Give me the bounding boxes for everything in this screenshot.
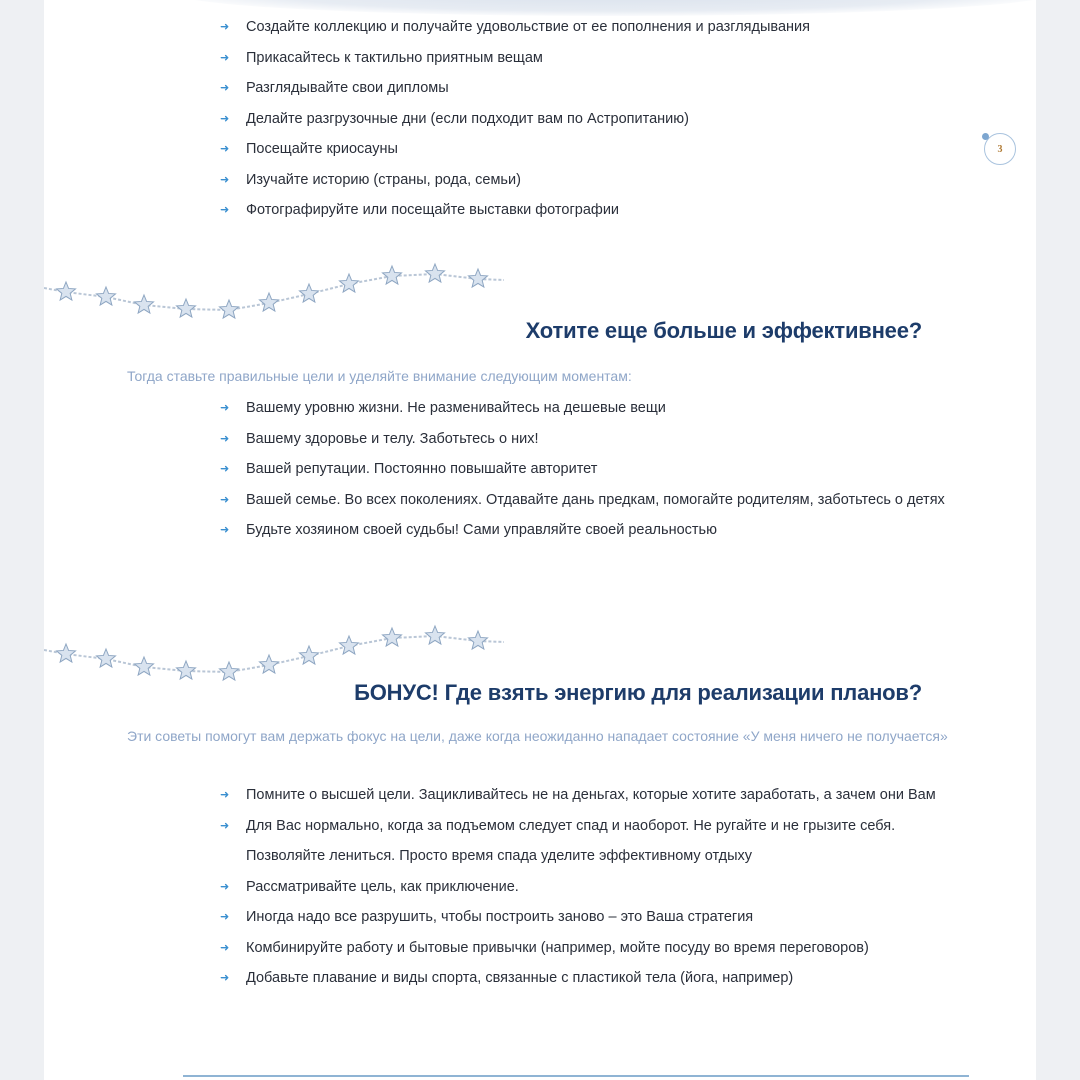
list-item [220, 424, 960, 455]
list-item-text: Посещайте криосауны [246, 141, 398, 157]
arrow-right-icon: ➜ [220, 972, 230, 984]
arrow-right-icon: ➜ [220, 143, 230, 155]
list-item [220, 902, 960, 933]
list-item-text: Комбинируйте работу и бытовые привычки (например, мойте посуду во время переговоров) [246, 939, 869, 956]
list-item [220, 780, 960, 811]
list-item [220, 104, 960, 135]
star-icon [259, 655, 278, 673]
star-icon [299, 284, 318, 302]
star-icon [96, 287, 115, 305]
bottom-divider [183, 1075, 969, 1077]
list-item [220, 165, 960, 196]
list-item-text: Помните о высшей цели. Зацикливайтесь не на деньгах, которые хотите заработать, а зачем они Вам [246, 787, 936, 803]
arrow-right-icon: ➜ [220, 911, 230, 923]
list-item [220, 12, 960, 43]
page-number: 3 [997, 143, 1003, 155]
star-garland-icon [44, 262, 504, 322]
section-heading-more: Хотите еще больше и эффективнее? [525, 318, 922, 343]
star-icon [425, 626, 444, 644]
list-item-text: Делайте разгрузочные дни (если подходит вам по Астропитанию) [246, 110, 689, 127]
star-icon [468, 269, 487, 287]
star-icon [339, 636, 358, 654]
arrow-right-icon: ➜ [220, 493, 230, 506]
tips-list-2 [220, 393, 960, 546]
list-item [220, 872, 960, 903]
arrow-right-icon: ➜ [220, 112, 230, 125]
arrow-right-icon: ➜ [220, 941, 230, 954]
list-item [220, 485, 960, 516]
arrow-right-icon: ➜ [220, 51, 230, 64]
list-item-text: Добавьте плавание и виды спорта, связанные с пластикой тела (йога, например) [246, 970, 794, 986]
list-item [220, 515, 960, 546]
section-intro-bonus: Эти советы помогут вам держать фокус на цели, даже когда неожиданно нападает состояние «У меня ничего не получается» [127, 728, 948, 744]
star-icon [134, 657, 153, 675]
arrow-right-icon: ➜ [220, 463, 230, 475]
list-item [220, 393, 960, 424]
list-item-text: Рассматривайте цель, как приключение. [246, 878, 519, 895]
list-item-text: Изучайте историю (страны, рода, семьи) [246, 171, 521, 188]
star-icon [425, 264, 444, 282]
arrow-right-icon: ➜ [220, 819, 230, 832]
star-icon [219, 662, 238, 680]
star-icon [96, 649, 115, 667]
list-item [220, 43, 960, 74]
star-garland-icon [44, 624, 504, 684]
section-intro-more: Тогда ставьте правильные цели и уделяйте внимание следующим моментам: [127, 368, 632, 384]
arrow-right-icon: ➜ [220, 21, 230, 33]
list-item-text: Разглядывайте свои дипломы [246, 80, 449, 96]
star-icon [382, 628, 401, 646]
garland-string [44, 636, 504, 672]
list-item [220, 963, 960, 994]
arrow-right-icon: ➜ [220, 432, 230, 445]
list-item-text: Вашей семье. Во всех поколениях. Отдавайте дань предкам, помогайте родителям, заботьтесь о детях [246, 491, 945, 508]
list-item-text: Вашему уровню жизни. Не разменивайтесь на дешевые вещи [246, 400, 666, 416]
arrow-right-icon: ➜ [220, 789, 230, 801]
list-item [220, 195, 960, 226]
arrow-right-icon: ➜ [220, 173, 230, 186]
garland-string [44, 274, 504, 310]
arrow-right-icon: ➜ [220, 402, 230, 414]
arrow-right-icon: ➜ [220, 82, 230, 94]
list-item [220, 811, 960, 872]
list-item-text: Вашему здоровье и телу. Заботьтесь о них! [246, 430, 539, 447]
star-icon [299, 646, 318, 664]
star-icon [56, 282, 75, 300]
list-item [220, 73, 960, 104]
list-item [220, 134, 960, 165]
list-item-text: Вашей репутации. Постоянно повышайте авторитет [246, 461, 598, 477]
list-item [220, 454, 960, 485]
page-number-badge [984, 133, 1016, 165]
badge-dot [982, 133, 989, 140]
star-icon [134, 295, 153, 313]
star-icon [56, 644, 75, 662]
star-icon [219, 300, 238, 318]
list-item-text: Для Вас нормально, когда за подъемом следует спад и наоборот. Не ругайте и не грызите себя. Позволяйте лениться. Просто время спада уделите эффективному отдыху [246, 817, 896, 864]
tips-list-3 [220, 780, 960, 994]
tips-list-1 [220, 12, 960, 226]
star-icon [259, 293, 278, 311]
star-icon [176, 299, 195, 317]
document-page [44, 0, 1036, 1080]
list-item-text: Фотографируйте или посещайте выставки фотографии [246, 202, 620, 218]
arrow-right-icon: ➜ [220, 204, 230, 216]
star-icon [339, 274, 358, 292]
section-heading-bonus: БОНУС! Где взять энергию для реализации планов? [354, 680, 922, 705]
star-icon [382, 266, 401, 284]
list-item-text: Иногда надо все разрушить, чтобы построить заново – это Ваша стратегия [246, 909, 754, 925]
list-item-text: Создайте коллекцию и получайте удовольствие от ее пополнения и разглядывания [246, 19, 810, 35]
star-icon [176, 661, 195, 679]
star-icon [468, 631, 487, 649]
list-item [220, 933, 960, 964]
arrow-right-icon: ➜ [220, 880, 230, 893]
list-item-text: Будьте хозяином своей судьбы! Сами управляйте своей реальностью [246, 522, 717, 538]
arrow-right-icon: ➜ [220, 524, 230, 536]
list-item-text: Прикасайтесь к тактильно приятным вещам [246, 49, 543, 66]
